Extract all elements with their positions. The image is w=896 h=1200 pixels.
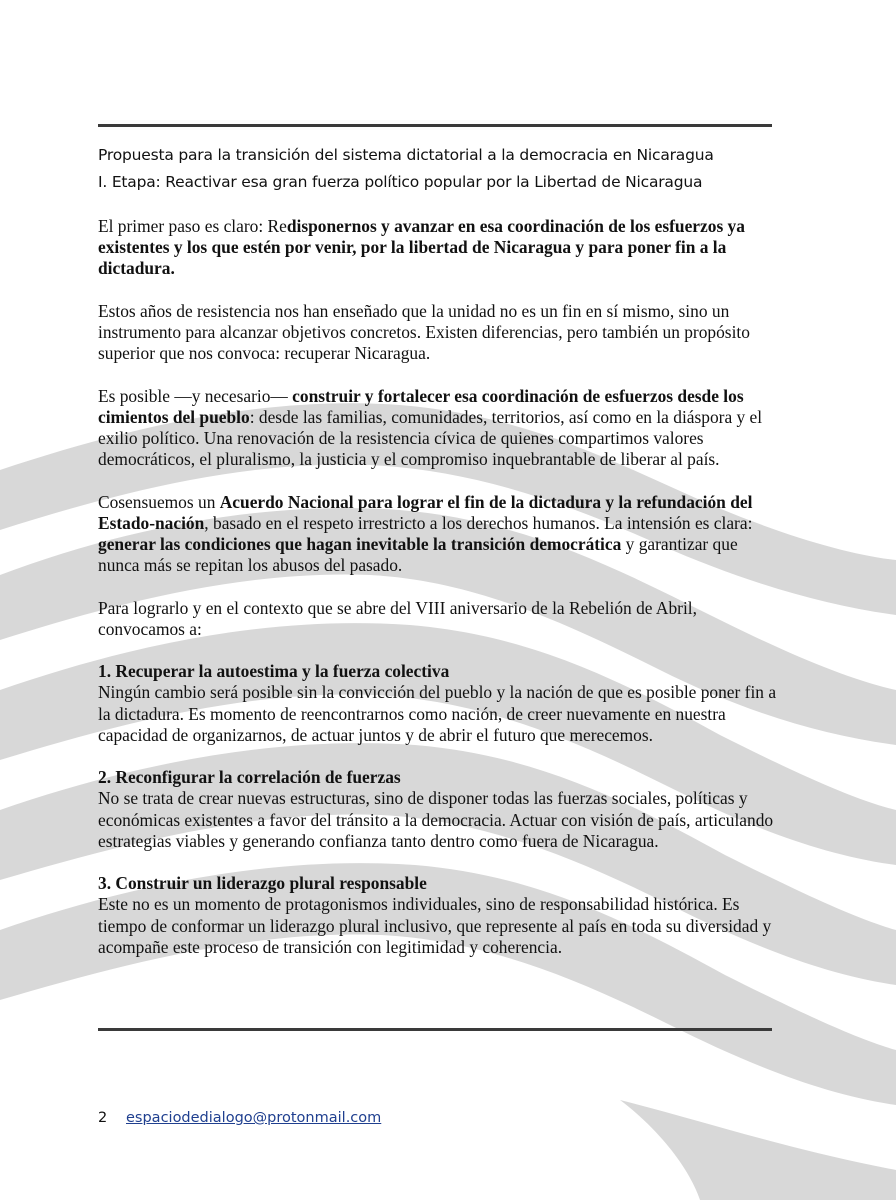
page-number: 2 [98,1110,108,1126]
paragraph-call: Para lograrlo y en el contexto que se abre del VIII aniversario de la Rebelión de Abril, convocamos a: [98,597,697,639]
document-title: Propuesta para la transición del sistema dictatorial a la democracia en Nicaragua [98,146,714,164]
point-3-heading: 3. Construir un liderazgo plural responsable [98,873,427,894]
point-1-heading: 1. Recuperar la autoestima y la fuerza colectiva [98,661,450,682]
paragraph-national-agreement: Cosensuemos un Acuerdo Nacional para lograr el fin de la dictadura y la refundación del Estado-nación, basado en el respeto irrestricto a los derechos humanos. La intensión es clara: generar las condiciones que hagan inevitable la transición democrática y garantizar que nunca más se repitan los abusos del pasado. [98,491,753,576]
point-3 [98,873,778,958]
paragraph-unity: Estos años de resistencia nos han enseñado que la unidad no es un fin en sí mismo, sino un instrumento para alcanzar objetivos concretos. Existen diferencias, pero también un propósito superior que nos convoca: recuperar Nicaragua. [98,300,750,364]
point-1 [98,661,778,746]
point-2 [98,767,778,852]
top-rule [98,124,772,127]
paragraph-coordination: Es posible —y necesario— construir y fortalecer esa coordinación de esfuerzos desde los cimientos del pueblo: desde las familias, comunidades, territorios, así como en la diáspora y el exilio político. Una renovación de la resistencia cívica de quienes compartimos valores democráticos, el pluralismo, la justicia y el compromiso inquebrantable de liberar al país. [98,385,763,470]
point-2-text: No se trata de crear nuevas estructuras, sino de disponer todas las fuerzas sociales, políticas y económicas existentes a favor del tránsito a la democracia. Actuar con visión de país, articulando estrategias viables y generando confianza tanto dentro como fuera de Nicaragua. [98,788,774,851]
point-1-text: Ningún cambio será posible sin la convicción del pueblo y la nación de que es posible poner fin a la dictadura. Es momento de reencontrarnos como nación, de creer nuevamente en nuestra capacidad de organizarnos, de actuar juntos y de abrir el futuro que merecemos. [98,682,777,745]
contact-email-link[interactable]: espaciodedialogo@protonmail.com [126,1110,382,1126]
bottom-rule [98,1028,772,1031]
point-2-heading: 2. Reconfigurar la correlación de fuerzas [98,767,401,788]
page-footer [98,1110,381,1126]
point-3-text: Este no es un momento de protagonismos individuales, sino de responsabilidad histórica. Es tiempo de conformar un liderazgo plural inclusivo, que represente al país en toda su diversidad y acompañe este proceso de transición con legitimidad y coherencia. [98,894,772,957]
document-body [98,216,778,979]
paragraph-intro: El primer paso es claro: Redisponernos y avanzar en esa coordinación de los esfuerzos ya existentes y los que estén por venir, por la libertad de Nicaragua y para poner fin a la dictadura. [98,216,745,279]
document-subtitle: I. Etapa: Reactivar esa gran fuerza político popular por la Libertad de Nicaragua [98,173,703,191]
